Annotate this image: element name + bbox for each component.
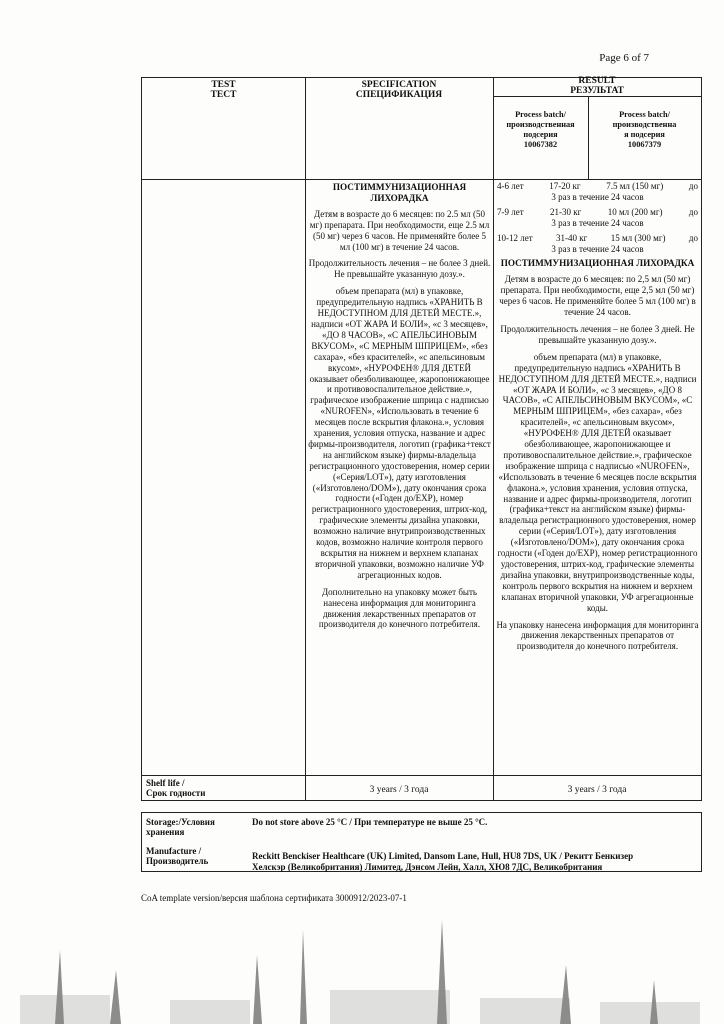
- batch-2-header: Process batch/ производственна я подсерия 10067379: [612, 110, 677, 149]
- result-subheader-line: [493, 96, 701, 97]
- spec-para-4: Дополнительно на упаковку может быть нанесена информация для мониторинга движения лекарственных препаратов от производителя до конечного потребителя.: [318, 586, 481, 630]
- template-version-footer: CoA template version/версия шаблона сертификата 3000912/2023-07-1: [141, 893, 407, 903]
- storage-manufacture-table: [141, 812, 702, 872]
- test-header: TEST ТЕСТ: [210, 80, 237, 100]
- result-header: RESULT РЕЗУЛЬТАТ: [570, 76, 624, 96]
- specification-table: [141, 77, 702, 801]
- result-title: ПОСТИММУНИЗАЦИОННАЯ ЛИХОРАДКА: [500, 258, 695, 269]
- manufacture-label: Manufacture / Производитель: [146, 846, 209, 866]
- shelf-life-spec-value: 3 years / 3 года: [369, 785, 429, 795]
- spec-title: ПОСТИММУНИЗАЦИОННАЯ ЛИХОРАДКА: [332, 182, 467, 203]
- page-number: Page 6 of 7: [599, 52, 649, 64]
- result-para-1: Детям в возрасте до 6 месяцев: по 2,5 мл (50 мг) препарата. При необходимости, еще 2,5 мл (50 мг) через 6 часов. Не применяйте более 5 мл (100 мг) в течение 24 часов.: [499, 274, 696, 318]
- col-divider-1: [305, 78, 306, 800]
- col-divider-2: [493, 78, 494, 800]
- manufacture-value: Reckitt Benckiser Healthcare (UK) Limited, Dansom Lane, Hull, HU8 7DS, UK / Рекитт Бенкизер Хелскэр (Великобритания) Лимитед, Дэнсом Лейн, Халл, ХЮ8 7ДС, Великобритания: [252, 851, 634, 872]
- shelf-life-label: Shelf life / Срок годности: [146, 778, 206, 798]
- batch-1-header: Process batch/ производственная подсерия 10067382: [506, 110, 575, 149]
- result-para-3: объем препарата (мл) в упаковке, предупредительную надпись «ХРАНИТЬ В НЕДОСТУПНОМ ДЛЯ ДЕТЕЙ МЕСТЕ.», надписи «ОТ ЖАРА И БОЛИ», «с 3 месяцев», «ДО 8 ЧАСОВ», «С АПЕЛЬСИНОВЫМ ВКУСОМ», «С МЕРНЫМ ШПРИЦЕМ», «без сахара», «без красителей», «с апельсиновым вкусом», «НУРОФЕН® ДЛЯ ДЕТЕЙ оказывает обезболивающее, жаропонижающее и противовоспалительное действие.», графическое изображение шприца с надписью «NUROFEN», «Использовать в течение 6 месяцев после вскрытия флакона.», условия хранения, условия отпуска, название и адрес фирмы-производителя, логотип (графика+текст на английском языке) фирмы-владельца регистрационного удостоверения, номер серии («Серия/LOT»), дату изготовления («Изготовлено/DOM»), дату окончания срока годности («Годен до/EXP), номер регистрационного удостоверения, штрих-код, графические элементы дизайна упаковки, внутрипроизводственные коды, контроль первого вскрытия на нижнем и верхнем клапанах вторичной упаковки, УФ агрегационные коды.: [497, 351, 698, 613]
- result-cell: [495, 181, 700, 658]
- result-para-2: Продолжительность лечения – не более 3 дней. Не превышайте указанную дозу.».: [500, 323, 695, 345]
- dose-row: 10-12 лет 31-40 кг 15 мл (300 мг) до 3 раз в течение 24 часов: [497, 232, 698, 254]
- spec-cell: [308, 182, 491, 636]
- spec-header: SPECIFICATION СПЕЦИФИКАЦИЯ: [355, 80, 443, 100]
- shelf-top-line: [142, 775, 701, 776]
- header-bottom-line: [142, 179, 701, 180]
- result-para-4: На упаковку нанесена информация для мониторинга движения лекарственных препаратов от производителя до конечного потребителя.: [496, 619, 699, 652]
- shelf-life-result-value: 3 years / 3 года: [567, 785, 627, 795]
- dose-row: 4-6 лет 17-20 кг 7.5 мл (150 мг) до 3 раз в течение 24 часов: [497, 181, 698, 202]
- scan-artifacts: [0, 910, 724, 1024]
- storage-value: Do not store above 25 °C / При температуре не выше 25 °C.: [252, 817, 488, 827]
- spec-para-3: объем препарата (мл) в упаковке, предупредительную надпись «ХРАНИТЬ В НЕДОСТУПНОМ ДЛЯ ДЕТЕЙ МЕСТЕ.», надписи «ОТ ЖАРА И БОЛИ», «с 3 месяцев», «ДО 8 ЧАСОВ», «С АПЕЛЬСИНОВЫМ ВКУСОМ», «С МЕРНЫМ ШПРИЦЕМ», «без сахара», «без красителей», «с апельсиновым вкусом», «НУРОФЕН® ДЛЯ ДЕТЕЙ оказывает обезболивающее, жаропонижающее и противовоспалительное действие.», графическое изображение шприца с надписью «NUROFEN», «Использовать в течение 6 месяцев после вскрытия флакона.», условия хранения, условия отпуска, название и адрес фирмы-производителя, логотип (графика+текст на английском языке) фирмы-владельца регистрационного удостоверения, номер серии («Серия/LOT»), дату изготовления («Изготовлено/DOM»), дату окончания срока годности («Годен до/EXP), номер регистрационного удостоверения, штрих-код, графические элементы дизайна упаковки, возможно наличие внутрипроизводственных кодов, возможно наличие контроля первого вскрытия на нижнем и верхнем клапанах вторичной упаковки, возможно наличие УФ агрегационных кодов.: [308, 286, 491, 580]
- storage-label: Storage:/Условия хранения: [146, 817, 215, 837]
- spec-para-1: Детям в возрасте до 6 месяцев: по 2.5 мл (50 мг) препарата. При необходимости, еще 2.5 мл (50 мг) через 6 часов. Не применяйте более 5 мл (100 мг) в течение 24 часов.: [309, 208, 490, 252]
- dose-row: 7-9 лет 21-30 кг 10 мл (200 мг) до 3 раз в течение 24 часов: [497, 206, 698, 228]
- spec-para-2: Продолжительность лечения – не более 3 дней. Не превышайте указанную дозу.».: [308, 258, 491, 280]
